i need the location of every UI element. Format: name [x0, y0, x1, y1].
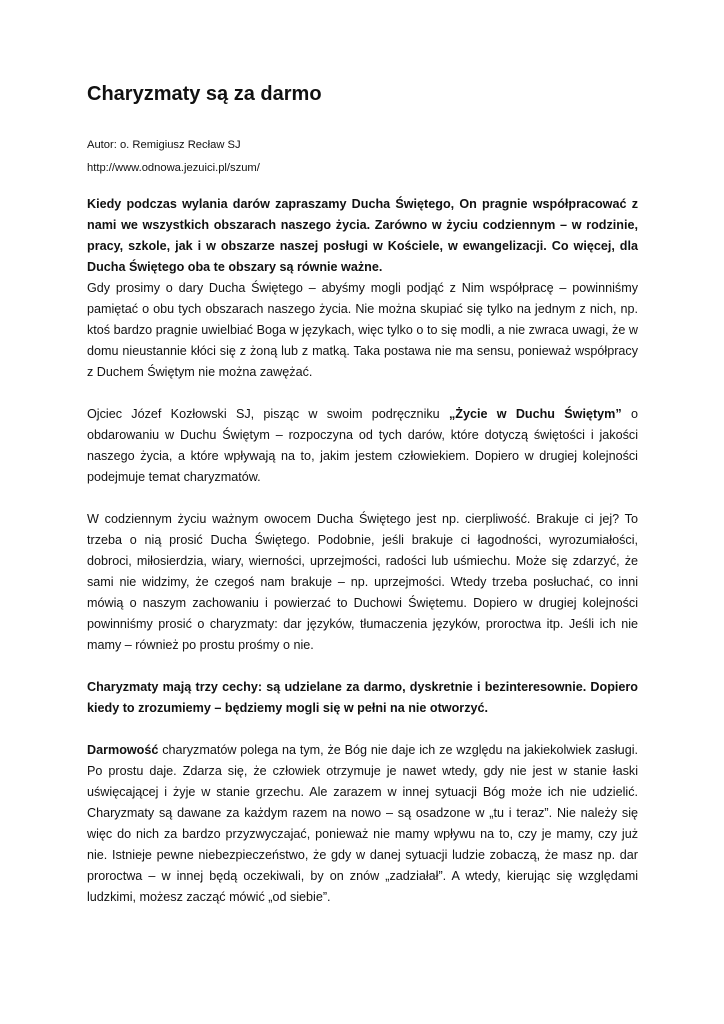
paragraph-1: Gdy prosimy o dary Ducha Świętego – abyśmy mogli podjąć z Nim współpracę – powinniśmy pamiętać o obu tych obszarach naszego życia. Nie można skupiać się tylko na jednym z nich, np. ktoś bardzo pragnie uwielbiać Boga w językach, więc tylko o to się modli, a nie zwraca uwagi, że w domu nieustannie kłóci się z żoną lub z matką. Taka postawa nie ma sensu, ponieważ współpracy z Duchem Świętym nie można zawężać. — [87, 281, 638, 379]
author-line: Autor: o. Remigiusz Recław SJ — [87, 139, 241, 151]
paragraph-2-text-b: o obdarowaniu w Duchu Świętym – rozpoczyna od tych darów, które dotyczą świętości i jakości naszego życia, a które wpływają na to, jakim jestem człowiekiem. Dopiero w drugiej kolejności podejmuje temat charyzmatów. — [87, 407, 638, 484]
paragraph-2-text-a: Ojciec Józef Kozłowski SJ, pisząc w swoim podręczniku — [87, 407, 449, 421]
document-content — [87, 80, 638, 908]
source-url: http://www.odnowa.jezuici.pl/szum/ — [87, 162, 260, 174]
paragraph-5 — [87, 740, 638, 908]
book-title: „Życie w Duchu Świętym” — [448, 407, 622, 421]
darmowosc-term: Darmowość — [87, 743, 159, 757]
paragraph-2 — [87, 404, 638, 488]
page-title: Charyzmaty są za darmo — [87, 83, 322, 105]
paragraph-4-bold: Charyzmaty mają trzy cechy: są udzielane za darmo, dyskretnie i bezinteresownie. Dopiero kiedy to zrozumiemy – będziemy mogli się w pełni na nie otworzyć. — [87, 680, 638, 715]
lead-paragraph: Kiedy podczas wylania darów zapraszamy Ducha Świętego, On pragnie współpracować z nami we wszystkich obszarach naszego życia. Zarówno w życiu codziennym – w rodzinie, pracy, szkole, jak i w obszarze naszej posługi w Kościele, w ewangelizacji. Co więcej, dla Ducha Świętego oba te obszary są równie ważne. — [87, 197, 638, 274]
paragraph-3: W codziennym życiu ważnym owocem Ducha Świętego jest np. cierpliwość. Brakuje ci jej? To trzeba o nią prosić Ducha Świętego. Podobnie, jeśli brakuje ci łagodności, wyrozumiałości, dobroci, miłosierdzia, wiary, wierności, uprzejmości, radości lub uśmiechu. Może się zdarzyć, że sami nie widzimy, że czegoś nam brakuje – np. uprzejmości. Wtedy trzeba posłuchać, co inni mówią o naszym zachowaniu i powierzać to Duchowi Świętemu. Dopiero w drugiej kolejności powinniśmy prosić o charyzmaty: dar języków, tłumaczenia języków, proroctwa itp. Jeśli ich nie mamy – również po prostu prośmy o nie. — [87, 512, 638, 652]
paragraph-5-text: charyzmatów polega na tym, że Bóg nie daje ich ze względu na jakiekolwiek zasługi. Po prostu daje. Zdarza się, że człowiek otrzymuje je nawet wtedy, gdy nie jest w stanie łaski uświęcającej i żyje w stanie grzechu. Ale zarazem w innej sytuacji Bóg może ich nie udzielić. Charyzmaty są dawane za każdym razem na nowo – są osadzone w „tu i teraz”. Nie należy się więc do nich za bardzo przyzwyczajać, ponieważ nie mamy wpływu na to, czy je mamy, czy już nie. Istnieje pewne niebezpieczeństwo, że gdy w danej sytuacji ludzie zobaczą, że masz np. dar proroctwa – w innej będą oczekiwali, by on znów „zadziałał”. A wtedy, kierując się względami ludzkimi, możesz zacząć mówić „od siebie”. — [87, 743, 638, 904]
